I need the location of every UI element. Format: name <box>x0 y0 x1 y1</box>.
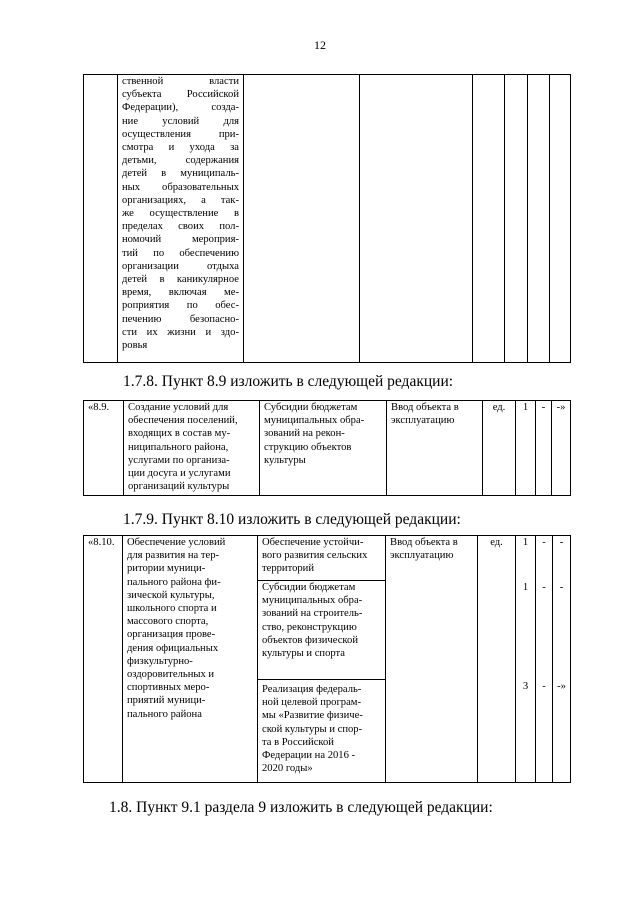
table1-name-line: пределах своих пол- <box>122 221 239 233</box>
table3-task-3-line: мы «Развитие физиче- <box>262 710 363 722</box>
table1-indicator-cell <box>360 75 473 363</box>
table3-task-2-line: муниципальных обра- <box>262 595 363 607</box>
table2-name-line: услугами по организа- <box>128 454 230 466</box>
table3-r2-v3: - <box>553 581 571 680</box>
table3-task-3-line: ной целевой програм- <box>262 697 362 709</box>
table3-indicator-line: эксплуатацию <box>390 550 454 562</box>
table2-name-line: ниципального района, <box>128 441 229 453</box>
table-8-10 <box>83 535 571 783</box>
table3-task-2-line: ство, реконструкцию <box>262 621 357 633</box>
table1-name-line: время, включая ме- <box>122 287 239 299</box>
table3-task-cell-1 <box>258 536 386 581</box>
table1-name-line: организации отдыха <box>122 260 239 272</box>
table2-indicator-cell <box>387 401 483 496</box>
table3-task-1-line: Обеспечение устойчи- <box>262 537 364 548</box>
table3-task-2-line: культуры и спорта <box>262 648 345 660</box>
table2-indicator-line: Ввод объекта в <box>391 402 459 413</box>
table-8-9 <box>83 400 571 496</box>
table3-r1-v1: 1 <box>516 536 536 581</box>
table2-unit-cell: ед. <box>483 401 516 496</box>
table2-name-cell <box>124 401 260 496</box>
table1-v2-cell <box>528 75 550 363</box>
table1-name-line: печению безопасно- <box>122 313 239 325</box>
table1-name-line: осуществления при- <box>122 128 239 140</box>
table3-name-line: массового спорта, <box>127 616 209 628</box>
table2-task-line: струкцию объектов <box>264 441 352 453</box>
table1-name-line: ных образовательных <box>122 181 239 193</box>
table2-task-cell <box>260 401 387 496</box>
heading-1-7-9: 1.7.9. Пункт 8.10 изложить в следующей редакции: <box>123 511 461 528</box>
table1-unit-cell <box>473 75 505 363</box>
table1-name-line: ственной власти <box>122 76 239 87</box>
table3-name-line: физкультурно- <box>127 655 193 667</box>
table2-task-line: муниципальных обра- <box>264 415 365 427</box>
table2-name-line: Создание условий для <box>128 402 229 413</box>
table3-name-line: спортивных меро- <box>127 682 210 694</box>
table3-name-line: школьного спорта и <box>127 603 217 615</box>
table3-name-line: пального района фи- <box>127 576 221 588</box>
table1-name-line: Федерации), созда- <box>122 102 239 114</box>
table2-task-line: Субсидии бюджетам <box>264 402 358 413</box>
table3-r3-v2: - <box>536 680 553 783</box>
heading-1-7-8: 1.7.8. Пункт 8.9 изложить в следующей редакции: <box>123 373 454 390</box>
table3-task-2-line: объектов физической <box>262 634 359 646</box>
heading-1-8: 1.8. Пункт 9.1 раздела 9 изложить в следующей редакции: <box>109 799 493 816</box>
table2-num-cell: «8.9. <box>84 401 124 496</box>
table1-num-cell <box>84 75 118 363</box>
table2-name-line: ции досуга и услугами <box>128 468 231 480</box>
table3-task-3-line: ской культуры и спор- <box>262 723 363 735</box>
table2-name-line: обеспечения поселений, <box>128 415 238 427</box>
table3-r1-v3: - <box>553 536 571 581</box>
table3-name-line: пального района <box>127 708 202 720</box>
table1-name-line: детьми, содержания <box>122 155 239 167</box>
table3-task-cell-3 <box>258 680 386 783</box>
table1-name-line: ровья <box>122 340 148 352</box>
table3-indicator-cell <box>386 536 478 783</box>
table-continuation <box>83 74 571 363</box>
table1-name-line: же осуществление в <box>122 208 239 220</box>
table3-r2-v2: - <box>536 581 553 680</box>
table1-name-line: детей в каникулярное <box>122 274 239 286</box>
table1-name-line: субъекта Российской <box>122 89 239 101</box>
table3-task-3-line: та в Российской <box>262 736 334 748</box>
table2-name-line: входящих в состав му- <box>128 428 231 440</box>
table3-task-2-line: зований на строитель- <box>262 608 363 620</box>
table3-name-line: для развития на тер- <box>127 550 220 562</box>
table3-num-cell: «8.10. <box>84 536 123 783</box>
table1-name-line: номочий мероприя- <box>122 234 239 246</box>
table2-task-line: зований на рекон- <box>264 428 345 440</box>
table3-r3-v1: 3 <box>516 680 536 783</box>
table3-name-line: организация прове- <box>127 629 216 641</box>
table3-task-cell-2 <box>258 581 386 680</box>
table1-name-cell <box>118 75 244 363</box>
page-number: 12 <box>314 38 326 52</box>
table3-name-line: ритории муници- <box>127 563 206 575</box>
table2-task-line: культуры <box>264 454 306 466</box>
table1-name-line: ние условий для <box>122 115 239 127</box>
table3-task-3-line: Федерации на 2016 - <box>262 750 356 762</box>
table1-name-line: детей в муниципаль- <box>122 168 239 180</box>
table3-task-1-line: вого развития сельских <box>262 550 368 562</box>
table2-v3-cell: -» <box>552 401 571 496</box>
table3-name-line: зической культуры, <box>127 589 215 601</box>
table1-name-line: организациях, а так- <box>122 194 239 206</box>
table1-v1-cell <box>505 75 528 363</box>
table3-r2-v1: 1 <box>516 581 536 680</box>
table3-name-line: дения официальных <box>127 642 219 654</box>
table3-name-line: приятий муници- <box>127 695 206 707</box>
table3-task-2-line: Субсидии бюджетам <box>262 582 356 593</box>
table1-task-cell <box>244 75 360 363</box>
table1-v3-cell <box>550 75 571 363</box>
table1-name-line: сти их жизни и здо- <box>122 326 239 338</box>
table1-name-line: тий по обеспечению <box>122 247 239 259</box>
table3-task-3-line: Реализация федераль- <box>262 684 362 695</box>
table3-name-line: Обеспечение условий <box>127 537 226 548</box>
table3-r3-v3: -» <box>553 680 571 783</box>
table3-task-3-line: 2020 годы» <box>262 763 313 775</box>
table2-name-line: организаций культуры <box>128 481 230 493</box>
table3-r1-v2: - <box>536 536 553 581</box>
table2-v1-cell: 1 <box>516 401 536 496</box>
table3-name-line: оздоровительных и <box>127 669 215 681</box>
table1-name-line: роприятия по обес- <box>122 300 239 312</box>
table3-indicator-line: Ввод объекта в <box>390 537 458 548</box>
table3-unit-cell: ед. <box>478 536 516 783</box>
table1-name-line: смотра и ухода за <box>122 142 239 154</box>
table3-task-1-line: территорий <box>262 563 315 575</box>
table2-indicator-line: эксплуатацию <box>391 415 455 427</box>
table2-v2-cell: - <box>536 401 552 496</box>
table3-name-cell <box>123 536 258 783</box>
